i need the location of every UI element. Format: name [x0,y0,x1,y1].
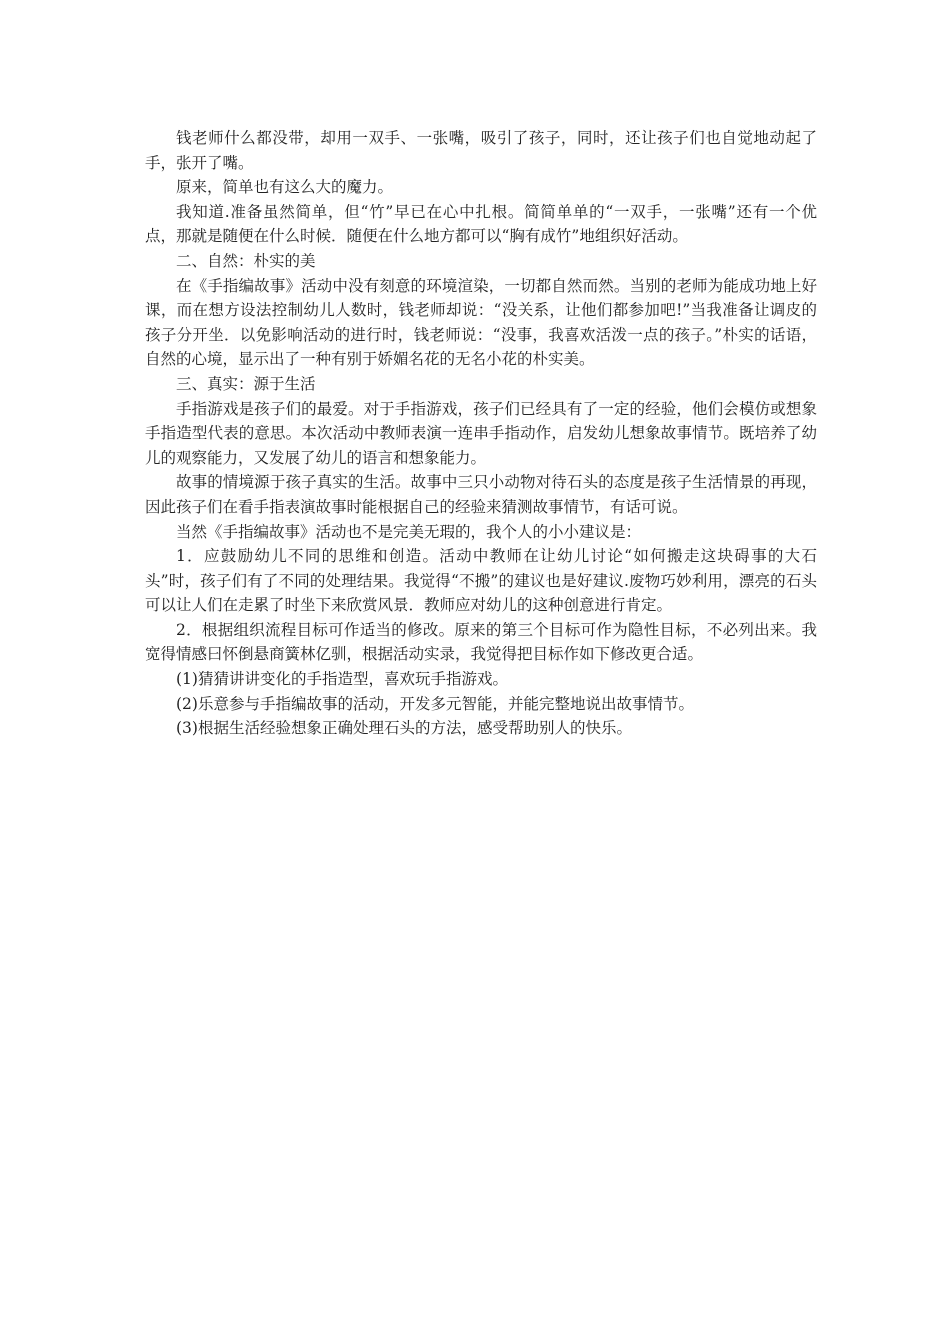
document-body [145,126,817,741]
goal-item: (1)猜猜讲讲变化的手指造型，喜欢玩手指游戏。 [176,670,508,689]
section-heading: 三、真实：源于生活 [176,374,316,393]
paragraph: 当然《手指编故事》活动也不是完美无瑕的，我个人的小小建议是： [176,522,642,541]
suggestion-item: 2．根据组织流程目标可作适当的修改。原来的第三个目标可作为隐性目标，不必列出来。我宽得情感曰怀倒悬商簧林亿驯，根据活动实录，我觉得把目标作如下修改更合适。 [145,620,817,664]
paragraph: 我知道.准备虽然简单，但“竹”早已在心中扎根。简简单单的“一双手，一张嘴”还有一个优点，那就是随便在什么时候．随便在什么地方都可以“胸有成竹”地组织好活动。 [145,202,817,246]
section-heading: 二、自然：朴实的美 [176,251,316,270]
paragraph: 钱老师什么都没带，却用一双手、一张嘴，吸引了孩子，同时，还让孩子们也自觉地动起了手，张开了嘴。 [145,129,817,172]
goal-item: (3)根据生活经验想象正确处理石头的方法，感受帮助别人的快乐。 [176,719,632,738]
paragraph: 在《手指编故事》活动中没有刻意的环境渲染，一切都自然而然。当别的老师为能成功地上好课，而在想方设法控制幼儿人数时，钱老师却说：“没关系，让他们都参加吧!”当我准备让调皮的孩子分开坐．以免影响活动的进行时，钱老师说：“没事，我喜欢活泼一点的孩子。”朴实的话语，自然的心境，显示出了一种有别于娇媚名花的无名小花的朴实美。 [145,276,817,369]
goal-item: (2)乐意参与手指编故事的活动，开发多元智能，并能完整地说出故事情节。 [176,694,694,713]
paragraph: 故事的情境源于孩子真实的生活。故事中三只小动物对待石头的态度是孩子生活情景的再现，因此孩子们在看手指表演故事时能根据自己的经验来猜测故事情节，有话可说。 [145,473,817,516]
paragraph: 手指游戏是孩子们的最爱。对于手指游戏，孩子们已经具有了一定的经验，他们会模仿或想象手指造型代表的意思。本次活动中教师表演一连串手指动作，启发幼儿想象故事情节。既培养了幼儿的观察能力，又发展了幼儿的语言和想象能力。 [145,399,817,467]
paragraph: 原来，简单也有这么大的魔力。 [176,178,394,197]
suggestion-item: 1．应鼓励幼儿不同的思维和创造。活动中教师在让幼儿讨论“如何搬走这块碍事的大石头”时，孩子们有了不同的处理结果。我觉得“不搬”的建议也是好建议.废物巧妙利用，漂亮的石头可以让人们在走累了时坐下来欣赏风景．教师应对幼儿的这种创意进行肯定。 [145,547,817,615]
